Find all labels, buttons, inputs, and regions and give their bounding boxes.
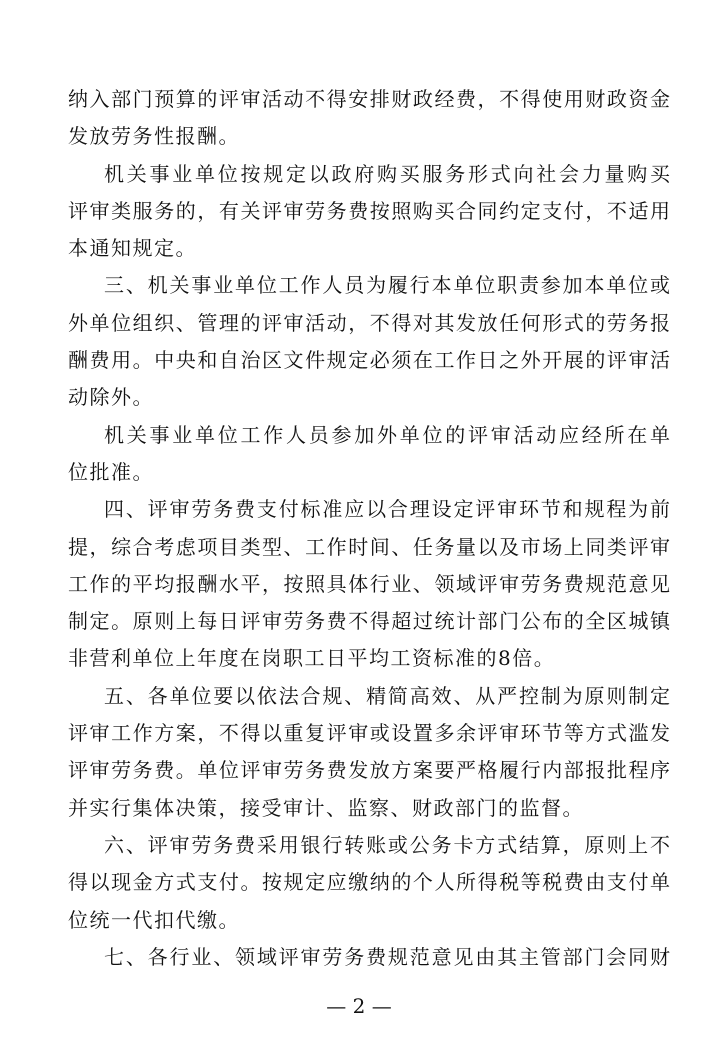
text-line: 酬费用。中央和自治区文件规定必须在工作日之外开展的评审活: [68, 348, 670, 373]
text-line: 非营利单位上年度在岗职工日平均工资标准的8倍。: [68, 646, 556, 671]
text-line: 动除外。: [68, 385, 154, 410]
text-line: 评审工作方案，不得以重复评审或设置多余评审环节等方式滥发: [68, 721, 670, 746]
document-body: [68, 81, 670, 976]
text-line: 评审劳务费。单位评审劳务费发放方案要严格履行内部报批程序: [68, 758, 670, 783]
text-line: 机关事业单位工作人员参加外单位的评审活动应经所在单: [104, 422, 670, 447]
page-number: — 2 —: [326, 994, 392, 1018]
text-line: 机关事业单位按规定以政府购买服务形式向社会力量购买: [104, 161, 670, 186]
text-line: 五、各单位要以依法合规、精简高效、从严控制为原则制定: [104, 683, 670, 708]
text-line: 三、机关事业单位工作人员为履行本单位职责参加本单位或: [104, 273, 670, 298]
text-line: 工作的平均报酬水平，按照具体行业、领域评审劳务费规范意见: [68, 571, 670, 596]
text-line: 发放劳务性报酬。: [68, 124, 240, 149]
text-line: 评审类服务的，有关评审劳务费按照购买合同约定支付，不适用: [68, 198, 670, 223]
text-line: 本通知规定。: [68, 236, 197, 261]
text-line: 纳入部门预算的评审活动不得安排财政经费，不得使用财政资金: [68, 87, 670, 111]
text-line: 提，综合考虑项目类型、工作时间、任务量以及市场上同类评审: [68, 534, 670, 559]
text-line: 制定。原则上每日评审劳务费不得超过统计部门公布的全区城镇: [68, 609, 670, 634]
text-line: 位统一代扣代缴。: [68, 907, 240, 932]
text-line: 得以现金方式支付。按规定应缴纳的个人所得税等税费由支付单: [68, 870, 670, 895]
text-line: 外单位组织、管理的评审活动，不得对其发放任何形式的劳务报: [68, 310, 670, 335]
text-line: 七、各行业、领域评审劳务费规范意见由其主管部门会同财: [104, 944, 670, 969]
text-line: 六、评审劳务费采用银行转账或公务卡方式结算，原则上不: [104, 832, 670, 857]
text-line: 位批准。: [68, 459, 154, 484]
text-line: 并实行集体决策，接受审计、监察、财政部门的监督。: [68, 795, 584, 820]
text-line: 四、评审劳务费支付标准应以合理设定评审环节和规程为前: [104, 497, 670, 522]
